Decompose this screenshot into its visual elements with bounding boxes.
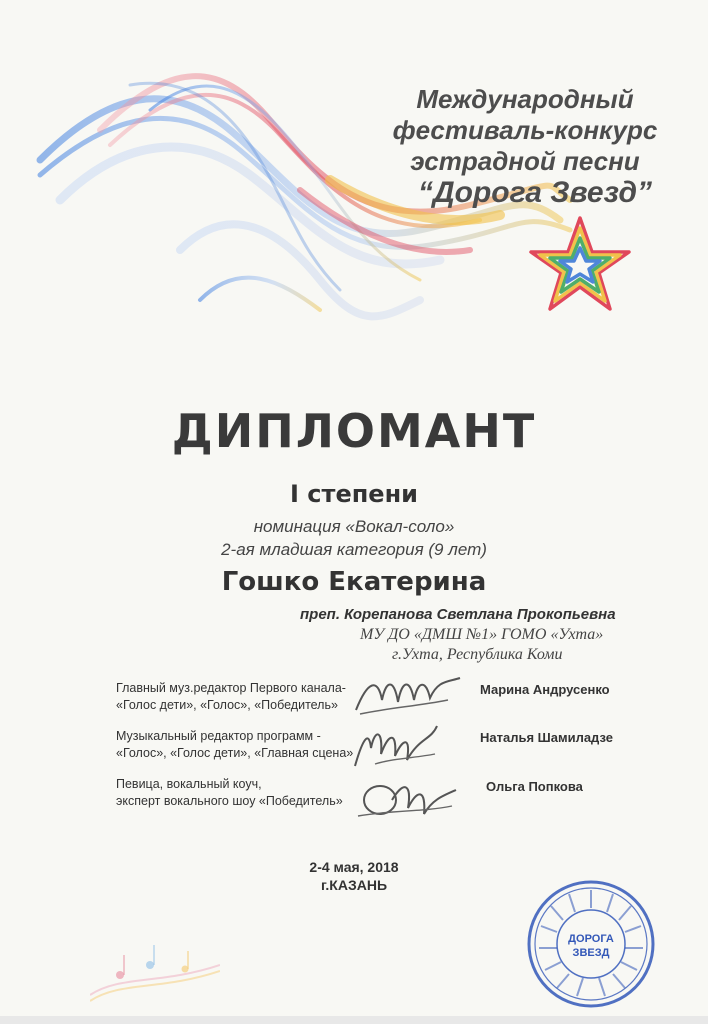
festival-line-2: фестиваль-конкурс [392, 115, 658, 145]
jury-name-3: Ольга Попкова [486, 779, 583, 794]
event-city: г.КАЗАНЬ [320, 877, 388, 893]
diploma-title: ДИПЛОМАНТ [171, 404, 537, 458]
participant-name: Гошко Екатерина [221, 567, 487, 597]
event-dates: 2-4 мая, 2018 [309, 859, 399, 875]
festival-line-1: Международный [416, 84, 634, 114]
scan-edge [0, 1016, 708, 1024]
signature-2-icon [345, 718, 445, 773]
category: 2-ая младшая категория (9 лет) [221, 540, 487, 559]
festival-line-3: эстрадной песни [410, 146, 640, 176]
stamp-text-line-2: ЗВЕЗД [572, 947, 610, 959]
signature-1-icon [348, 670, 468, 720]
festival-title [360, 84, 690, 208]
teacher: преп. Корепанова Светлана Прокопьевна [300, 606, 616, 623]
star-logo-icon [525, 212, 635, 322]
jury-name-2: Наталья Шамиладзе [480, 730, 613, 745]
festival-line-4: “Дорога Звезд” [417, 176, 653, 209]
school: МУ ДО «ДМШ №1» ГОМО «Ухта» [360, 626, 604, 643]
jury-role-1: Главный муз.редактор Первого канала- «Голос дети», «Голос», «Победитель» [116, 681, 346, 712]
nomination: номинация «Вокал-соло» [253, 517, 455, 536]
official-stamp-icon [525, 878, 657, 1010]
jury-name-1: Марина Андрусенко [480, 682, 610, 697]
signature-3-icon [352, 770, 462, 830]
jury-role-3: Певица, вокальный коуч, эксперт вокального шоу «Победитель» [116, 777, 343, 808]
stamp-text-line-1: ДОРОГА [568, 933, 614, 945]
jury-role-2: Музыкальный редактор программ - «Голос», «Голос дети», «Главная сцена» [116, 729, 354, 760]
music-notes-icon [90, 935, 220, 1005]
diploma-degree: I степени [290, 480, 418, 508]
participant-city: г.Ухта, Республика Коми [392, 646, 563, 663]
